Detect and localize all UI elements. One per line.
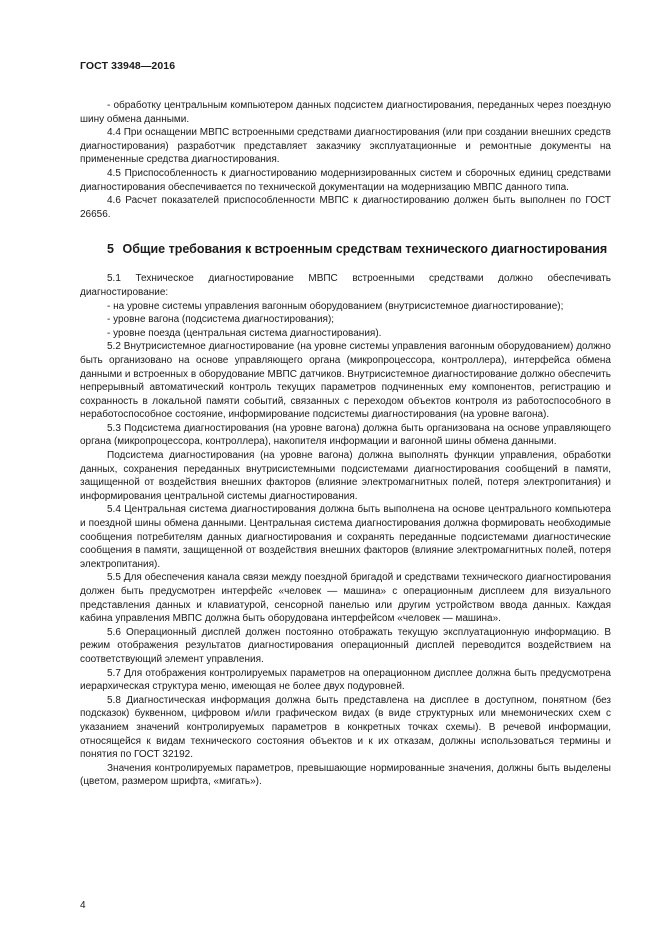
paragraph-5-8: 5.8 Диагностическая информация должна быть представлена на дисплее в доступном, понятном (без подсказок) буквенном, цифровом и/или графическом видах (в виде структурных или мнемонических схем с указанием значений контролируемых параметров в конкретных точках схемы). В речевой информации, относящейся к видам технического состояния объектов и к их отказам, должны использоваться термины и понятия по ГОСТ 32192. [80, 694, 611, 761]
document-header: ГОСТ 33948—2016 [80, 60, 176, 72]
paragraph-5-4: 5.4 Центральная система диагностирования должна быть выполнена на основе центрального компьютера и поездной шины обмена данными. Центральная система диагностирования должна формировать необходимые сообщения потребителям данных диагностирования и сохранять переданные подсистемами диагностические сообщения в памяти, защищенной от воздействия внешних факторов (влияние электромагнитных полей, потеря электропитания). [80, 504, 611, 570]
paragraph: Подсистема диагностирования (на уровне вагона) должна выполнять функции управления, обработки данных, сохранения переданных внутрисистемными подсистемами диагностирования сообщений в памяти, защищенной от воздействия внешних факторов (влияние электромагнитных полей, потеря электропитания) и информирования центральной системы диагностирования. [80, 450, 611, 502]
page-number: 4 [80, 900, 86, 911]
paragraph-5-6: 5.6 Операционный дисплей должен постоянно отображать текущую эксплуатационную информацию. В режим отображения результатов диагностирования операционный дисплей переводится воздействием на соответствующий элемент управления. [80, 626, 611, 665]
paragraph-5-1: 5.1 Техническое диагностирование МВПС встроенными средствами должно обеспечивать диагностирование: [80, 273, 611, 298]
section-title: Общие требования к встроенным средствам технического диагностирования [122, 242, 608, 257]
paragraph: Значения контролируемых параметров, превышающие нормированные значения, должны быть выделены (цветом, размером шрифта, «мигать»). [80, 762, 611, 788]
list-item: - уровне вагона (подсистема диагностирования); [107, 314, 335, 326]
paragraph-5-2: 5.2 Внутрисистемное диагностирование (на уровне системы управления вагонным оборудованием) должно быть организовано на основе управляющего органа (микропроцессора, контроллера), интерфейса обмена данными и встроенных в оборудование МВПС датчиков. Внутрисистемное диагностирование должно обеспечить непрерывный автоматический контроль текущих параметров подчиненных ему компонентов, регистрацию и сохранность в локальной памяти событий, связанных с переходом объектов контроля из работоспособного в неработоспособное состояние, информирование подсистемы диагностирования (на уровне вагона). [80, 341, 611, 421]
paragraph-4-6: 4.6 Расчет показателей приспособленности МВПС к диагностированию должен быть выполнен по ГОСТ 26656. [80, 195, 611, 220]
list-item: - уровне поезда (центральная система диагностирования). [107, 327, 382, 339]
document-body [80, 99, 611, 789]
paragraph-5-5: 5.5 Для обеспечения канала связи между поездной бригадой и средствами технического диагностирования должен быть предусмотрен интерфейс «человек — машина» с операционным дисплеем для визуального представления данных и клавиатурой, сенсорной панелью или другим устройством ввода данных. Каждая кабина управления МВПС должна быть оборудована интерфейсом «человек — машина». [80, 572, 611, 625]
list-item: - на уровне системы управления вагонным оборудованием (внутрисистемное диагностирование); [107, 300, 564, 312]
paragraph: - обработку центральным компьютером данных подсистем диагностирования, переданных через поездную шину обмена данными. [80, 100, 611, 125]
paragraph-4-4: 4.4 При оснащении МВПС встроенными средствами диагностирования (или при создании внешних средств диагностирования) разработчик представляет заказчику эксплуатационные и ремонтные документы на примененные средства диагностирования. [80, 127, 611, 166]
section-number: 5 [107, 242, 114, 257]
section-heading [80, 241, 611, 258]
paragraph-5-3: 5.3 Подсистема диагностирования (на уровне вагона) должна быть организована на основе управляющего органа (микропроцессора, контроллера), накопителя информации и вагонной шины обмена данными. [80, 422, 611, 448]
paragraph-4-5: 4.5 Приспособленность к диагностированию модернизированных систем и сборочных единиц средствами диагностирования обеспечивается по технической документации на модернизацию МВПС данного типа. [80, 167, 611, 193]
paragraph-5-7: 5.7 Для отображения контролируемых параметров на операционном дисплее должна быть предусмотрена иерархическая структура меню, имеющая не более двух подуровней. [80, 667, 611, 693]
